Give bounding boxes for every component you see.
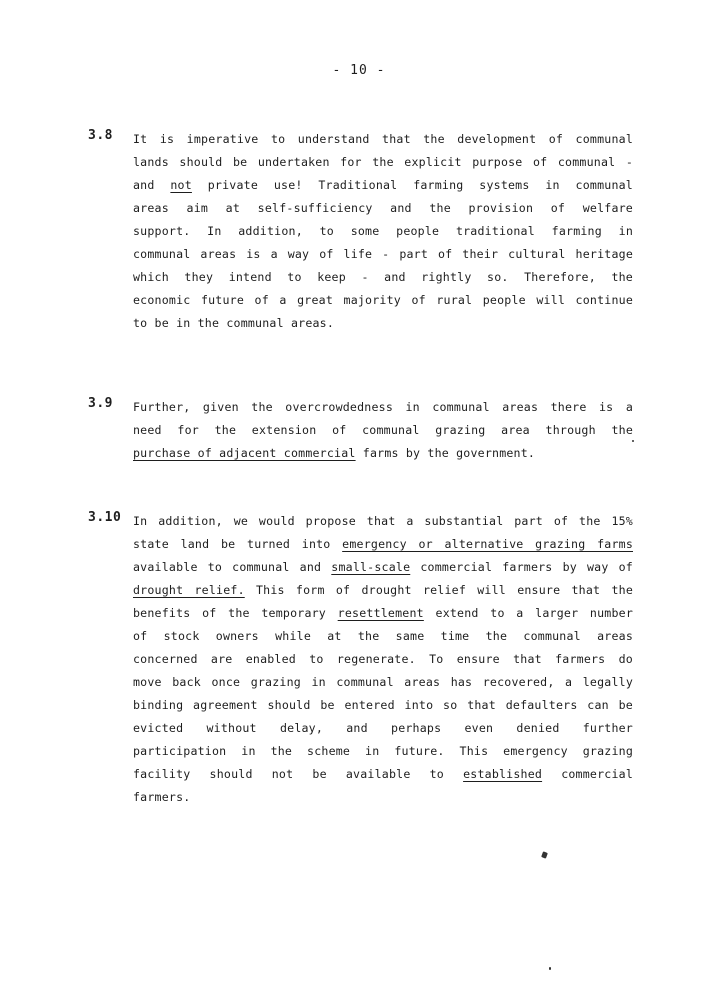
text-run: commercial (542, 767, 633, 781)
text-run: commercial farmers by way of (410, 560, 633, 574)
text-run: support. In addition, to some people traditional farming in (133, 224, 633, 238)
text-line (133, 128, 633, 151)
text-run: binding agreement should be entered into so that defaulters can be (133, 698, 633, 712)
scan-speck (541, 851, 548, 858)
page-number: - 10 - (332, 63, 386, 78)
text-run: need for the extension of communal grazing area through the (133, 423, 633, 437)
text-run: lands should be undertaken for the explicit purpose of communal - (133, 155, 633, 169)
text-line (133, 197, 633, 220)
text-line (133, 786, 633, 809)
text-run: and (133, 178, 171, 192)
text-run: to be in the communal areas. (133, 316, 335, 330)
text-run: of stock owners while at the same time the communal areas (133, 629, 633, 643)
underlined-text: established (463, 767, 543, 781)
text-run: extend to a larger number (423, 606, 633, 620)
text-line (133, 510, 633, 533)
text-run: facility should not be available to (133, 767, 464, 781)
text-line (133, 151, 633, 174)
text-run: farms by the government. (355, 446, 536, 460)
scan-speck (632, 440, 634, 442)
text-run: This form of drought relief will ensure that the (244, 583, 633, 597)
text-run: In addition, we would propose that a substantial part of the 15% (133, 514, 633, 528)
section-number: 3.9 (88, 396, 113, 411)
text-line (133, 602, 633, 625)
text-line (133, 556, 633, 579)
text-run: communal areas is a way of life - part of their cultural heritage (133, 247, 633, 261)
text-line (133, 533, 633, 556)
underlined-text: resettlement (337, 606, 424, 620)
text-line (133, 763, 633, 786)
text-line (133, 694, 633, 717)
text-run: concerned are enabled to regenerate. To ensure that farmers do (133, 652, 633, 666)
text-line (133, 671, 633, 694)
text-run: areas aim at self-sufficiency and the provision of welfare (133, 201, 633, 215)
scan-speck (549, 967, 551, 970)
underlined-text: drought relief. (133, 583, 245, 597)
text-line (133, 442, 633, 465)
underlined-text: not (170, 178, 192, 192)
section-body (133, 510, 633, 809)
text-run: Further, given the overcrowdedness in communal areas there is a (133, 400, 633, 414)
section-number: 3.8 (88, 128, 113, 143)
text-line (133, 312, 633, 335)
section-body (133, 128, 633, 335)
text-run: evicted without delay, and perhaps even denied further (133, 721, 633, 735)
text-line (133, 740, 633, 763)
underlined-text: small-scale (331, 560, 411, 574)
text-line (133, 648, 633, 671)
section-body (133, 396, 633, 465)
text-line (133, 243, 633, 266)
underlined-text: emergency or alternative grazing farms (342, 537, 633, 551)
underlined-text: purchase of adjacent commercial (133, 446, 356, 460)
text-line (133, 220, 633, 243)
text-run: benefits of the temporary (133, 606, 338, 620)
text-line (133, 579, 633, 602)
text-line (133, 717, 633, 740)
text-run: move back once grazing in communal areas has recovered, a legally (133, 675, 633, 689)
text-run: which they intend to keep - and rightly so. Therefore, the (133, 270, 633, 284)
text-run: private use! Traditional farming systems in communal (191, 178, 633, 192)
text-line (133, 266, 633, 289)
text-line (133, 625, 633, 648)
text-run: It is imperative to understand that the development of communal (133, 132, 633, 146)
text-run: economic future of a great majority of rural people will continue (133, 293, 633, 307)
section-number: 3.10 (88, 510, 122, 525)
text-run: available to communal and (133, 560, 332, 574)
text-run: farmers. (133, 790, 191, 804)
text-run: state land be turned into (133, 537, 343, 551)
text-run: participation in the scheme in future. This emergency grazing (133, 744, 633, 758)
text-line (133, 174, 633, 197)
text-line (133, 289, 633, 312)
text-line (133, 419, 633, 442)
text-line (133, 396, 633, 419)
